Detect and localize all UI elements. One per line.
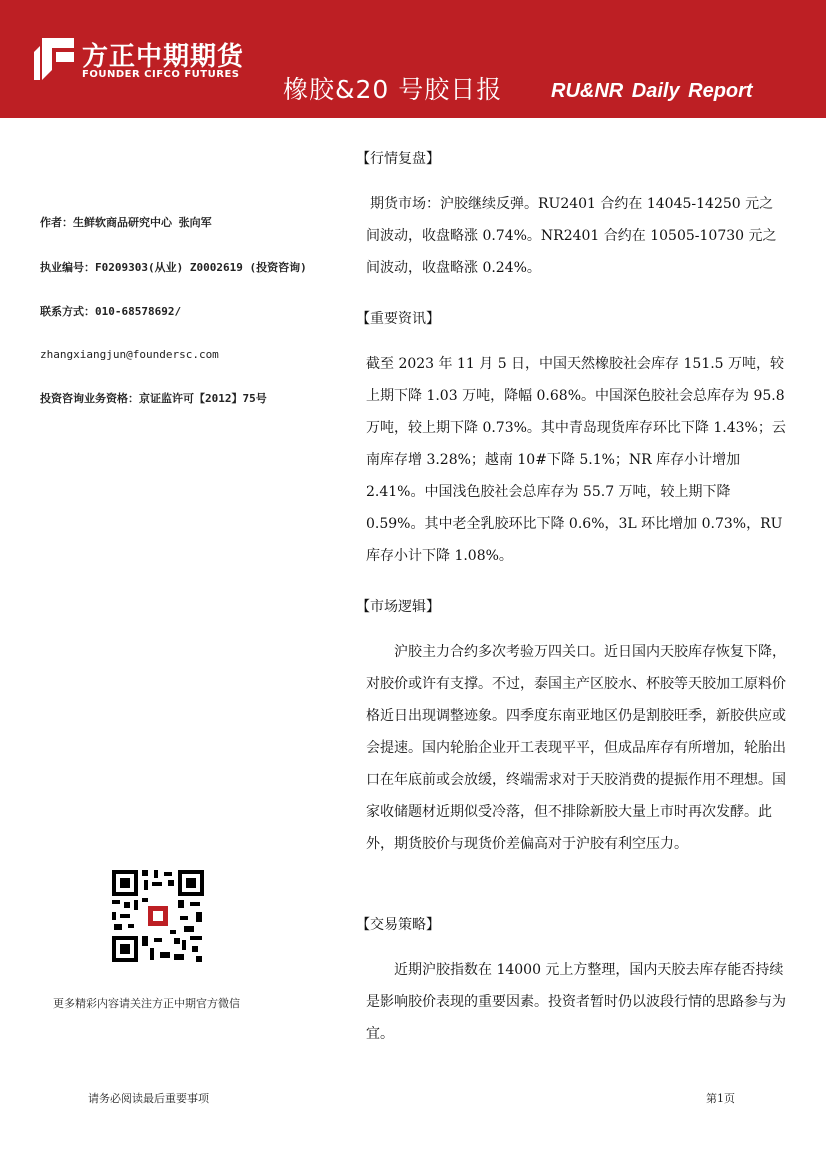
contact-line: 联系方式：010-68578692/ (40, 305, 182, 318)
news-text: 截至 2023 年 11 月 5 日，中国天然橡胶社会库存 151.5 万吨，较上期下降 1.03 万吨，降幅 0.68%。中国深色胶社会总库存为 95.8 万吨，较上期下降 0.73%。其中青岛现货库存环比下降 1.43%；云南库存增 3.28%；越南 10#下降 5.1%；NR 库存小计增加 2.41%。中国浅色胶社会总库存为 55.7 万吨，较上期下降 0.59%。其中老全乳胶环比下降 0.6%，3L 环比增加 0.73%，RU 库存小计下降 1.08%。 (366, 356, 786, 564)
strategy-text: 近期沪胶指数在 14000 元上方整理，国内天胶去库存能否持续是影响胶价表现的重要因素。投资者暂时仍以波段行情的思路参与为宜。 (366, 962, 786, 1042)
author-line: 作者：生鲜软商品研究中心 张向军 (40, 216, 212, 229)
report-header (0, 0, 826, 118)
company-name-en: FOUNDER CIFCO FUTURES (82, 69, 240, 80)
logic-text: 沪胶主力合约多次考验万四关口。近日国内天胶库存恢复下降，对胶价或许有支撑。不过，泰国主产区胶水、杯胶等天胶加工原料价格近日出现调整迹象。四季度东南亚地区仍是割胶旺季，新胶供应或会提速。国内轮胎企业开工表现平平，但成品库存有所增加，轮胎出口在年底前或会放缓，终端需求对于天胶消费的提振作用不理想。国家收储题材近期似受冷落，但不排除新胶大量上市时再次发酵。此外，期货胶价与现货价差偏高对于沪胶有利空压力。 (366, 644, 786, 852)
page-number: 第1页 (706, 1092, 735, 1105)
license-line: 执业编号：F0209303(从业) Z0002619 (投资咨询) (40, 261, 307, 274)
footer-notice: 请务必阅读最后重要事项 (88, 1092, 209, 1105)
wechat-qr-code-icon (110, 868, 206, 964)
email-line[interactable]: zhangxiangjun@foundersc.com (40, 348, 219, 361)
section-heading-market-review: 【行情复盘】 (356, 151, 440, 167)
report-title-en: RU&NR Daily Report (551, 80, 753, 102)
report-title: 橡胶&20 号胶日报 (283, 75, 503, 104)
qualification-line: 投资咨询业务资格：京证监许可【2012】75号 (40, 392, 267, 405)
section-heading-strategy: 【交易策略】 (356, 917, 440, 933)
company-name-cn: 方正中期期货 (82, 42, 245, 72)
section-heading-logic: 【市场逻辑】 (356, 599, 440, 615)
market-review-text: 期货市场：沪胶继续反弹。RU2401 合约在 14045-14250 元之间波动，收盘略涨 0.74%。NR2401 合约在 10505-10730 元之间波动，收盘略涨 0.24%。 (366, 196, 777, 276)
section-heading-news: 【重要资讯】 (356, 311, 440, 327)
qr-caption: 更多精彩内容请关注方正中期官方微信 (53, 997, 240, 1010)
company-logo-icon (34, 38, 74, 80)
